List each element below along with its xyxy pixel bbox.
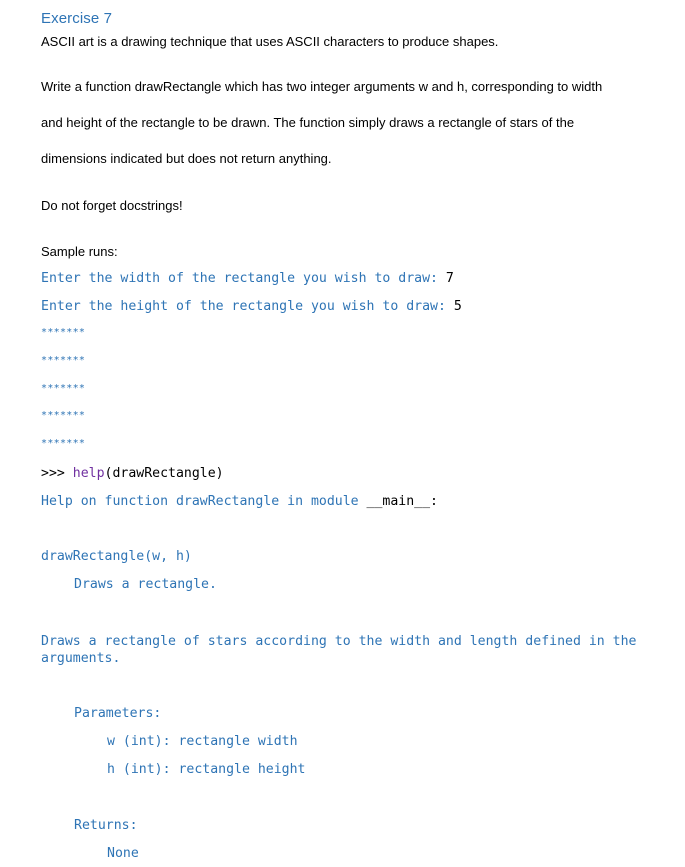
reminder-text: Do not forget docstrings!	[41, 198, 183, 213]
exercise-heading: Exercise 7	[41, 10, 113, 27]
star-row-4: *******	[41, 410, 86, 421]
param-h: h (int): rectangle height	[107, 762, 306, 777]
parameters-label: Parameters:	[74, 706, 162, 721]
help-call-arg: (drawRectangle)	[104, 466, 224, 481]
docstring-description: Draws a rectangle of stars according to the width and length defined in the arguments.	[41, 634, 637, 666]
star-row-1: *******	[41, 327, 86, 338]
returns-label: Returns:	[74, 818, 138, 833]
width-prompt	[41, 271, 454, 286]
height-prompt-value: 5	[453, 299, 462, 314]
height-prompt-text: Enter the height of the rectangle you wish to draw:	[41, 299, 454, 314]
task-line-3: dimensions indicated but does not return anything.	[41, 151, 332, 166]
returns-value: None	[107, 846, 139, 861]
sample-runs-label: Sample runs:	[41, 244, 118, 259]
task-line-2: and height of the rectangle to be drawn. The function simply draws a rectangle of stars of the	[41, 115, 575, 130]
task-line-1: Write a function drawRectangle which has two integer arguments w and h, corresponding to width	[41, 79, 603, 94]
width-prompt-text: Enter the width of the rectangle you wish to draw:	[41, 271, 446, 286]
help-header	[41, 494, 438, 509]
help-header-module: __main__:	[366, 494, 438, 509]
star-row-3: *******	[41, 383, 86, 394]
height-prompt	[41, 299, 462, 314]
help-header-text: Help on function drawRectangle in module	[41, 494, 367, 509]
star-row-5: *******	[41, 438, 86, 449]
help-call-func: help	[72, 466, 105, 481]
help-call-prompt: >>>	[41, 466, 73, 481]
docstring-summary: Draws a rectangle.	[74, 577, 217, 592]
star-row-2: *******	[41, 355, 86, 366]
help-call	[41, 466, 224, 481]
function-signature: drawRectangle(w, h)	[41, 549, 192, 564]
width-prompt-value: 7	[445, 271, 454, 286]
intro-text: ASCII art is a drawing technique that uses ASCII characters to produce shapes.	[41, 34, 499, 49]
param-w: w (int): rectangle width	[107, 734, 298, 749]
